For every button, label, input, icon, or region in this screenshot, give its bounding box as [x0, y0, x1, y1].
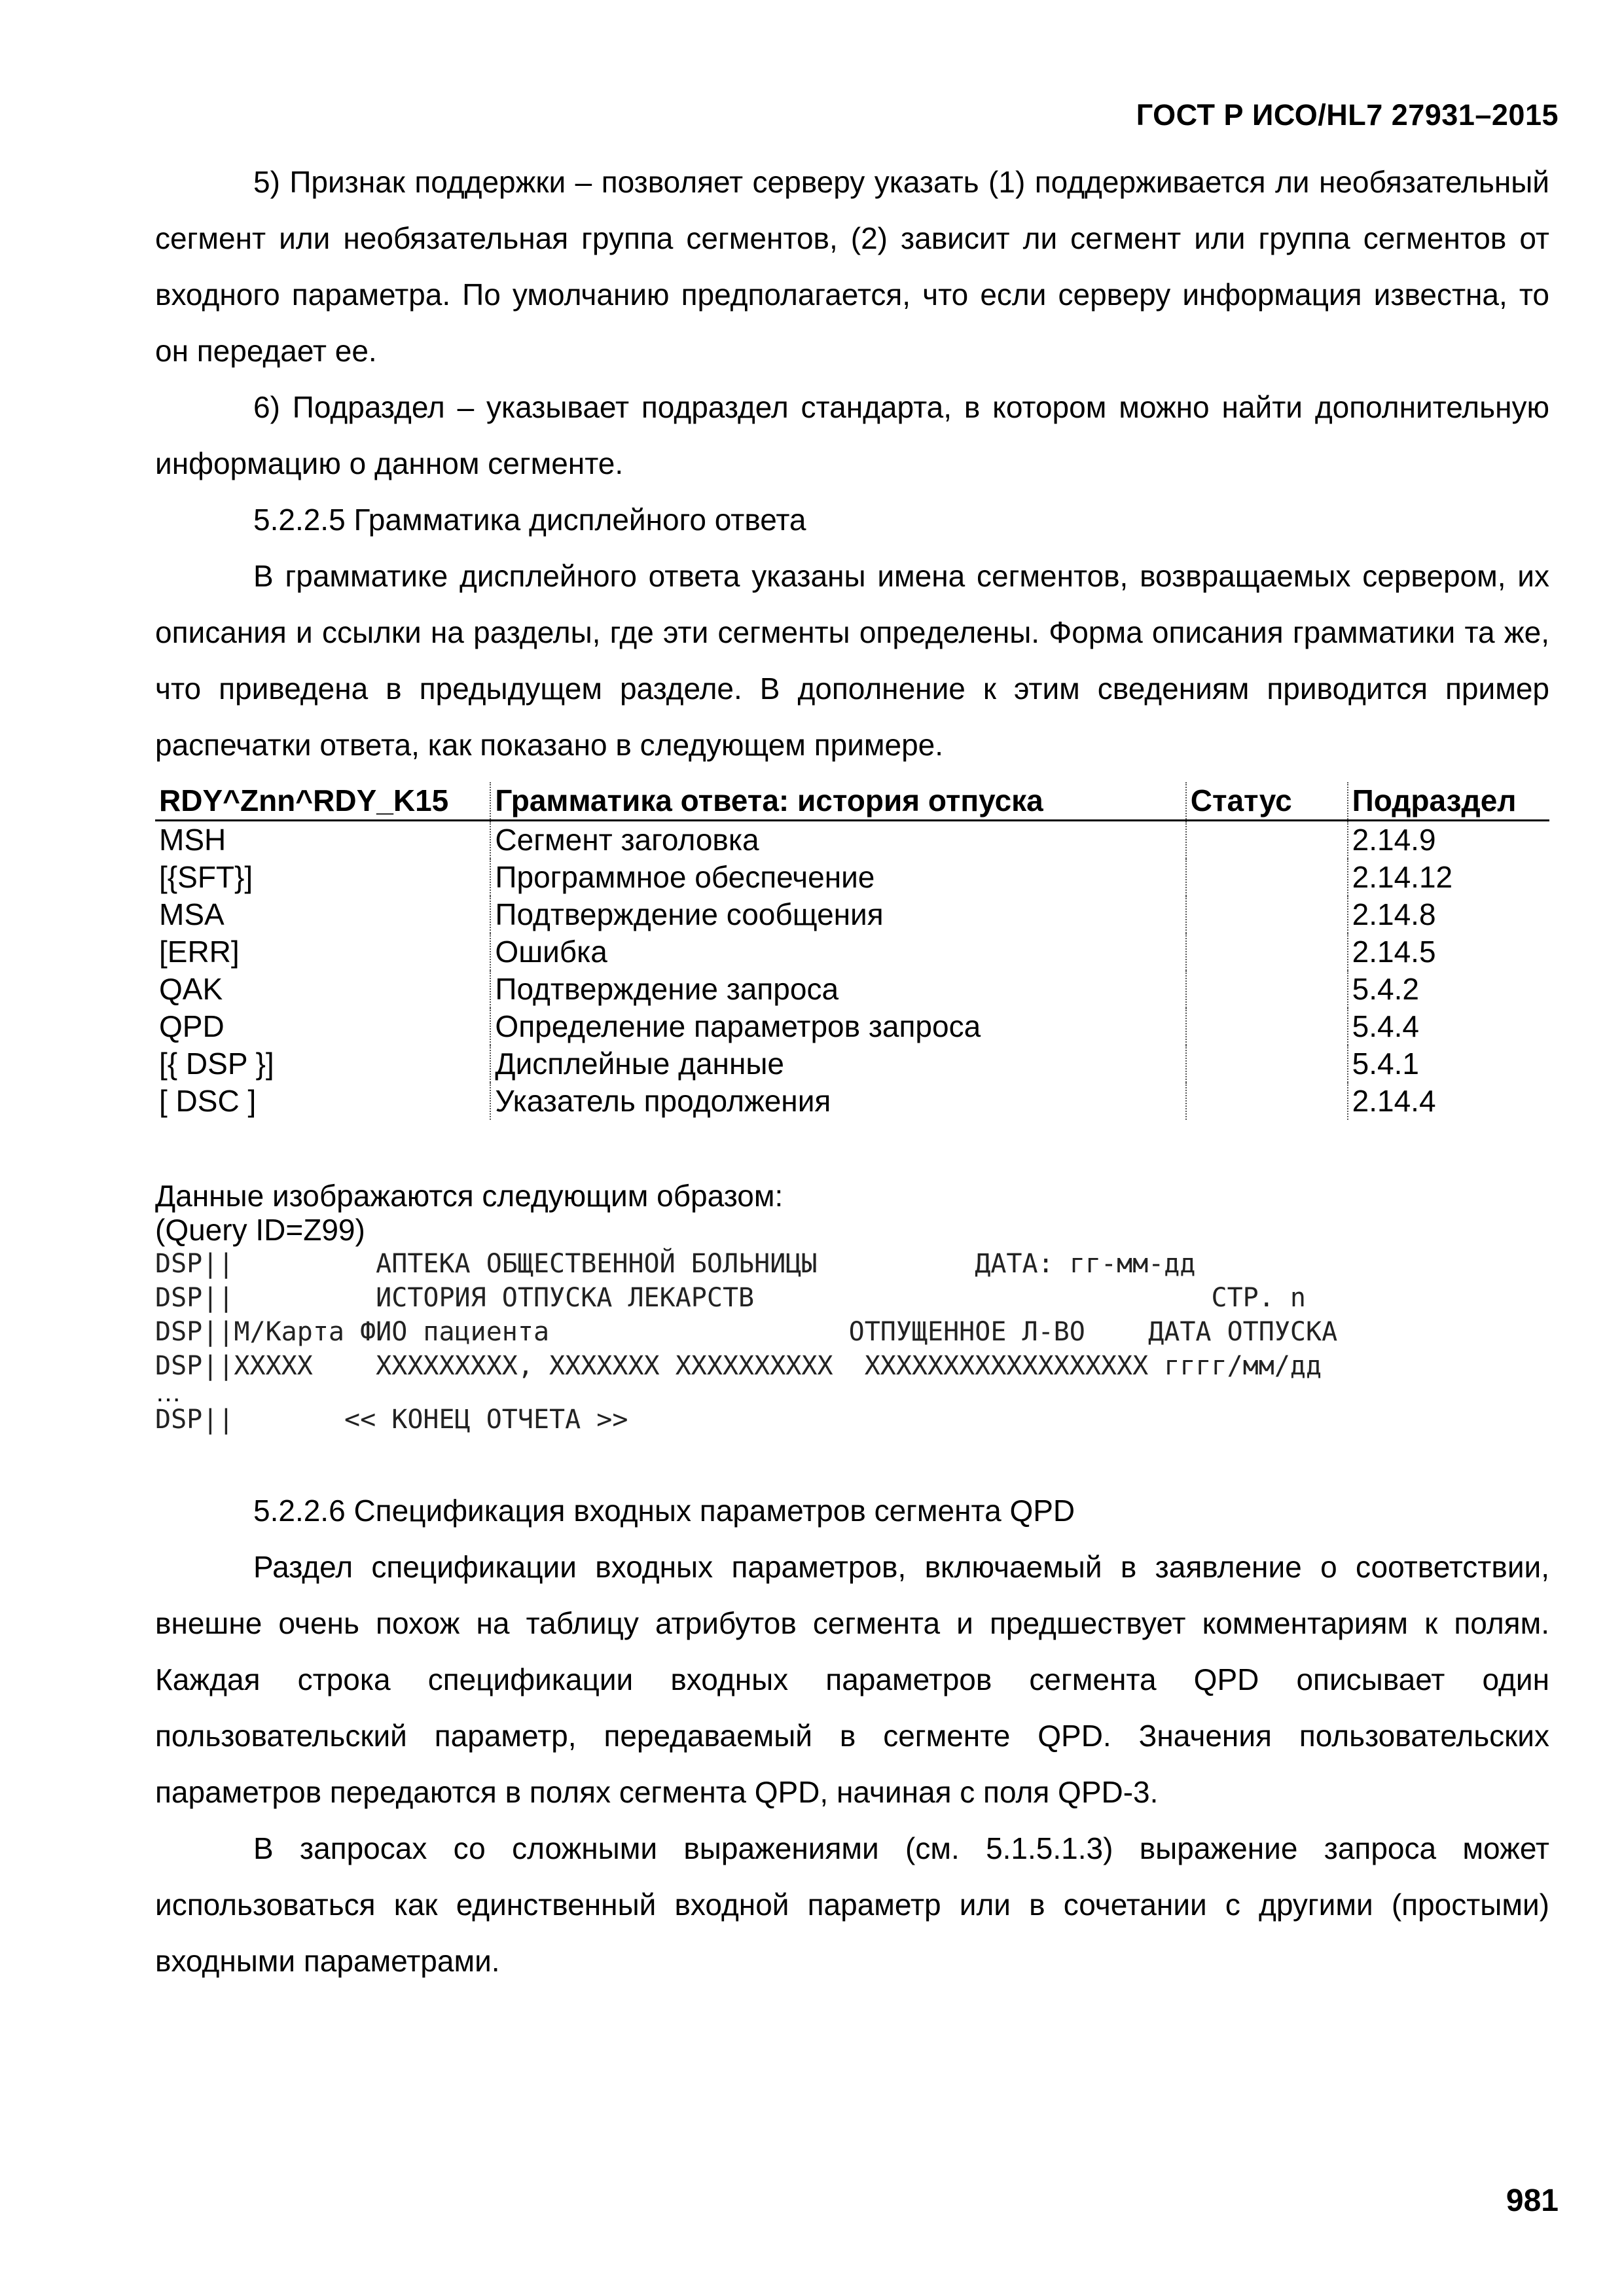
display-line: DSP||М/Карта ФИО пациента ОТПУЩЕННОЕ Л-ВО ДАТА ОТПУСКА [155, 1317, 1338, 1347]
table-row [155, 1083, 1549, 1120]
table-row [155, 1045, 1549, 1083]
status-cell [1186, 1045, 1348, 1083]
display-line: DSP||XXXXX XXXXXXXXX, XXXXXXX XXXXXXXXXX XXXXXXXXXXXXXXXXXX гггг/мм/дд [155, 1351, 1322, 1381]
table-row [155, 821, 1549, 859]
display-line: DSP|| ИСТОРИЯ ОТПУСКА ЛЕКАРСТВ СТР. n [155, 1283, 1306, 1313]
grammar-table-header-row [155, 782, 1549, 821]
subsection-cell: 2.14.12 [1352, 860, 1453, 894]
description-cell: Указатель продолжения [490, 1083, 1185, 1120]
table-row [155, 859, 1549, 896]
segment-cell: [ERR] [155, 933, 490, 971]
segment-cell: MSA [155, 896, 490, 933]
header-cell-grammar: Грамматика ответа: история отпуска [490, 782, 1185, 821]
subsection-cell: 5.4.2 [1352, 972, 1419, 1006]
display-line: DSP|| АПТЕКА ОБЩЕСТВЕННОЙ БОЛЬНИЦЫ ДАТА: гг-мм-дд [155, 1249, 1196, 1279]
segment-cell: QAK [155, 971, 490, 1008]
segment-cell: [ DSC ] [155, 1083, 490, 1120]
subsection-cell: 2.14.9 [1352, 823, 1436, 857]
segment-cell: [{ DSP }] [155, 1045, 490, 1083]
segment-cell: QPD [155, 1008, 490, 1045]
description-cell: Дисплейные данные [490, 1045, 1185, 1083]
subsection-cell: 5.4.4 [1352, 1009, 1419, 1043]
subsection-cell: 2.14.5 [1352, 935, 1436, 969]
header-cell-status: Статус [1186, 782, 1348, 821]
description-cell: Определение параметров запроса [490, 1008, 1185, 1045]
paragraph-display-grammar: В грамматике дисплейного ответа указаны имена сегментов, возвращаемых сервером, их описания и ссылки на разделы, где эти сегменты определены. Форма описания грамматики та же, что приведена в предыдущем разделе. В дополнение к этим сведениям приводится пример распечатки ответа, как показано в следующем примере. [155, 559, 1549, 762]
page-number: 981 [1506, 2183, 1559, 2218]
display-end-line: DSP|| << КОНЕЦ ОТЧЕТА >> [155, 1405, 628, 1435]
header-cell-message: RDY^Znn^RDY_K15 [155, 782, 490, 821]
header-cell-subsection: Подраздел [1348, 782, 1549, 821]
description-cell: Подтверждение сообщения [490, 896, 1185, 933]
segment-cell: MSH [155, 821, 490, 859]
status-cell [1186, 859, 1348, 896]
table-row [155, 933, 1549, 971]
status-cell [1186, 1008, 1348, 1045]
page-content [155, 154, 1549, 1989]
subsection-cell: 5.4.1 [1352, 1047, 1419, 1081]
description-cell: Подтверждение запроса [490, 971, 1185, 1008]
section-heading-5226: 5.2.2.6 Спецификация входных параметров сегмента QPD [253, 1494, 1075, 1528]
subsection-cell: 2.14.4 [1352, 1084, 1436, 1118]
segment-cell: [{SFT}] [155, 859, 490, 896]
status-cell [1186, 933, 1348, 971]
status-cell [1186, 896, 1348, 933]
paragraph-complex-queries: В запросах со сложными выражениями (см. 5.1.5.1.3) выражение запроса может использоваться как единственный входной параметр или в сочетании с другими (простыми) входными параметрами. [155, 1831, 1549, 1978]
paragraph-qpd-spec: Раздел спецификации входных параметров, включаемый в заявление о соответствии, внешне очень похож на таблицу атрибутов сегмента и предшествует комментариям к полям. Каждая строка спецификации входных параметров сегмента QPD описывает один пользовательский параметр, передаваемый в сегменте QPD. Значения пользовательских параметров передаются в полях сегмента QPD, начиная с поля QPD-3. [155, 1550, 1549, 1809]
status-cell [1186, 821, 1348, 859]
subsection-cell: 2.14.8 [1352, 897, 1436, 931]
description-cell: Сегмент заголовка [490, 821, 1185, 859]
paragraph-subsection: 6) Подраздел – указывает подраздел стандарта, в котором можно найти дополнительную информацию о данном сегменте. [155, 390, 1549, 480]
table-row [155, 971, 1549, 1008]
description-cell: Ошибка [490, 933, 1185, 971]
description-cell: Программное обеспечение [490, 859, 1185, 896]
section-heading-5225: 5.2.2.5 Грамматика дисплейного ответа [253, 503, 806, 537]
table-row [155, 896, 1549, 933]
table-row [155, 1008, 1549, 1045]
status-cell [1186, 971, 1348, 1008]
grammar-table [155, 782, 1549, 1120]
display-ellipsis: … [155, 1378, 181, 1407]
paragraph-support-flag: 5) Признак поддержки – позволяет серверу указать (1) поддерживается ли необязательный сегмент или необязательная группа сегментов, (2) зависит ли сегмент или группа сегментов от входного параметра. По умолчанию предполагается, что если серверу информация известна, то он передает ее. [155, 165, 1549, 368]
document-standard-id: ГОСТ Р ИСО/HL7 27931–2015 [1136, 98, 1559, 132]
display-example-intro: Данные изображаются следующим образом: [155, 1179, 784, 1213]
status-cell [1186, 1083, 1348, 1120]
display-example-query-id: (Query ID=Z99) [155, 1213, 365, 1247]
